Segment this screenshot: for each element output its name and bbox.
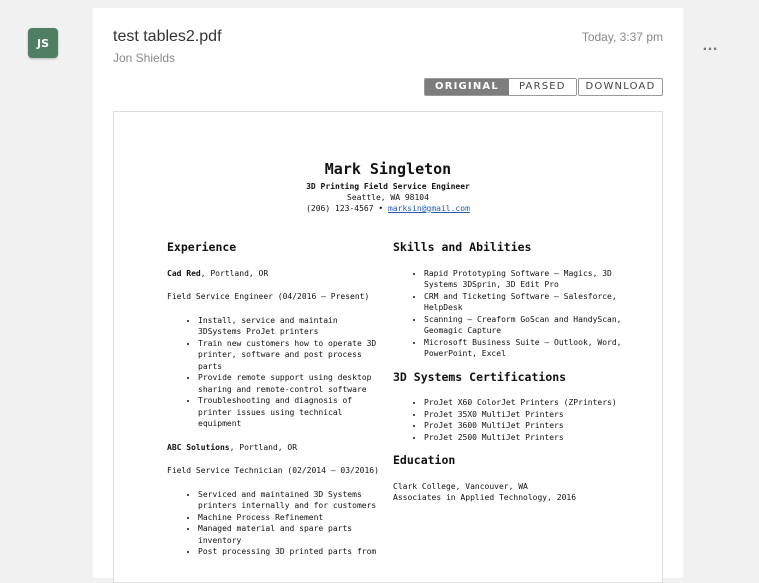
resume-email-link[interactable]: marksin@gmail.com: [388, 204, 470, 213]
job-location: , Portland, OR: [200, 268, 269, 278]
job-bullets: [167, 315, 383, 430]
file-name[interactable]: test tables2.pdf: [113, 28, 222, 45]
list-item: • ProJet X60 ColorJet Printers (ZPrinters): [424, 397, 623, 409]
message-card: [93, 8, 718, 578]
list-item: • Troubleshooting and diagnosis of printer issues using technical equipment: [198, 395, 383, 430]
resume-location: Seattle, WA 98104: [347, 193, 429, 202]
experience-column: [167, 242, 383, 570]
list-item: • Scanning – Creaform GoScan and HandyScan, Geomagic Capture: [424, 314, 623, 337]
list-item: • Serviced and maintained 3D Systems printers internally and for customers: [198, 489, 383, 512]
job-company: Cad Red: [167, 268, 201, 278]
list-item: • ProJet 2500 MultiJet Printers: [424, 432, 623, 444]
certifications-heading: 3D Systems Certifications: [393, 369, 567, 384]
list-item: • ProJet 35X0 MultiJet Printers: [424, 409, 623, 421]
education-degree: Associates in Applied Technology, 2016: [393, 493, 577, 502]
sender-name: Jon Shields: [113, 51, 176, 65]
list-item: • Microsoft Business Suite – Outlook, Word, PowerPoint, Excel: [424, 337, 623, 360]
list-item: • Install, service and maintain 3DSystems ProJet printers: [198, 315, 383, 338]
skills-list: [393, 268, 623, 360]
certifications-list: [393, 397, 623, 443]
list-item: • Provide remote support using desktop sharing and remote-control software: [198, 372, 383, 395]
view-toggle: [424, 78, 577, 96]
document-preview: [113, 111, 663, 583]
list-item: • Machine Process Refinement: [198, 512, 383, 524]
job-location: , Portland, OR: [229, 442, 298, 452]
job-bullets: [167, 489, 383, 558]
education-school: Clark College, Vancouver, WA: [393, 481, 528, 491]
job-employer: [167, 268, 383, 280]
resume-title: 3D Printing Field Service Engineer: [306, 182, 470, 191]
job-role: Field Service Technician (02/2014 – 03/2016): [167, 466, 379, 475]
list-item: • Rapid Prototyping Software – Magics, 3D Systems 3DSprin, 3D Edit Pro: [424, 268, 623, 291]
more-options-icon[interactable]: …: [702, 37, 718, 54]
resume-phone: (206) 123-4567 •: [306, 204, 388, 213]
job-employer: [167, 442, 383, 454]
tab-parsed[interactable]: PARSED: [509, 79, 576, 95]
tab-original[interactable]: ORIGINAL: [425, 79, 509, 95]
education-heading: Education: [393, 453, 456, 467]
resume-header: [114, 160, 662, 213]
sender-avatar[interactable]: JS: [28, 28, 58, 58]
skills-column: [393, 242, 623, 504]
resume-contact: [114, 204, 662, 213]
message-timestamp: Today, 3:37 pm: [581, 30, 663, 44]
list-item: • Train new customers how to operate 3D printer, software and post process parts: [198, 338, 383, 373]
list-item: • Managed material and spare parts inventory: [198, 523, 383, 546]
skills-heading: Skills and Abilities: [393, 240, 532, 254]
resume-name: Mark Singleton: [324, 160, 452, 178]
experience-heading: Experience: [167, 240, 237, 254]
list-item: • Post processing 3D printed parts from: [198, 546, 383, 558]
job-role: Field Service Engineer (04/2016 – Present): [167, 292, 370, 301]
job-company: ABC Solutions: [167, 442, 230, 452]
list-item: • ProJet 3600 MultiJet Printers: [424, 420, 623, 432]
list-item: • CRM and Ticketing Software – Salesforce, HelpDesk: [424, 291, 623, 314]
download-button[interactable]: DOWNLOAD: [578, 78, 663, 96]
